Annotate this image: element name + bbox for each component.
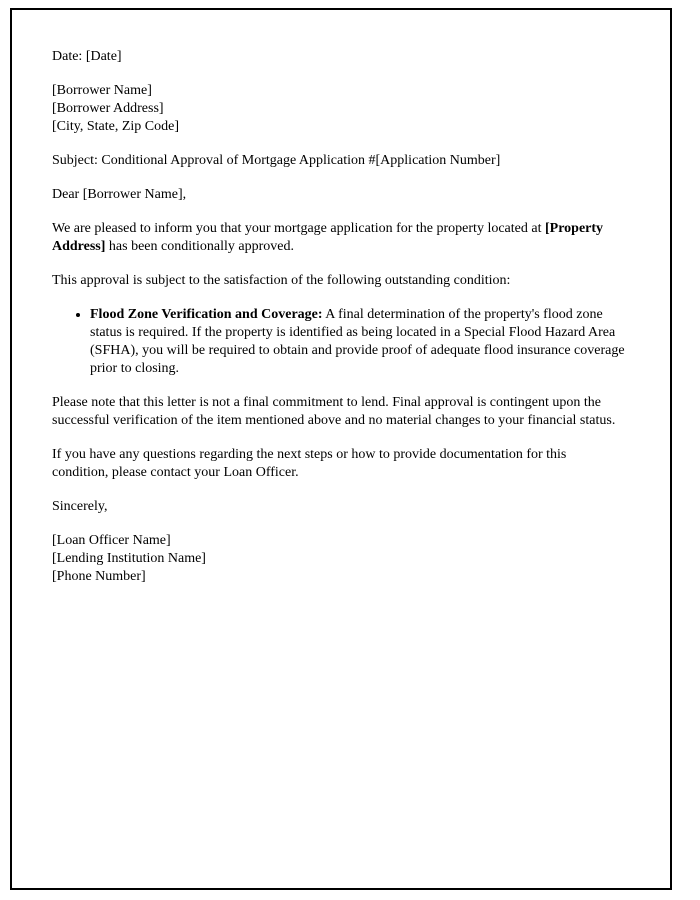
paragraph-condition-intro: This approval is subject to the satisfaction of the following outstanding condition:: [52, 273, 511, 288]
subject-line: Subject: Conditional Approval of Mortgage Application #[Application Number]: [52, 153, 501, 168]
approval-text-after: has been conditionally approved.: [105, 239, 294, 254]
conditions-list: [52, 306, 626, 378]
closing: Sincerely,: [52, 499, 108, 514]
condition-text: A final determination of the property's flood zone status is required. If the property is identified as being located in a Special Flood Hazard Area (SFHA), you will be required to obtain and provide proof of adequate flood insurance coverage prior to closing.: [90, 307, 625, 376]
paragraph-approval: [52, 220, 626, 256]
paragraph-disclaimer: Please note that this letter is not a final commitment to lend. Final approval is contingent upon the successful verification of the item mentioned above and no material changes to your financial status.: [52, 395, 616, 428]
borrower-city-state-zip-line: [City, State, Zip Code]: [52, 119, 180, 134]
borrower-address-line: [Borrower Address]: [52, 101, 164, 116]
lending-institution-line: [Lending Institution Name]: [52, 551, 206, 566]
paragraph-questions: If you have any questions regarding the next steps or how to provide documentation for this condition, please contact your Loan Officer.: [52, 447, 567, 480]
approval-text-before: We are pleased to inform you that your mortgage application for the property located at: [52, 221, 545, 236]
date-line: Date: [Date]: [52, 49, 122, 64]
recipient-address-block: [52, 82, 626, 136]
condition-item: [90, 306, 626, 378]
letter-page: [10, 8, 672, 890]
phone-number-line: [Phone Number]: [52, 569, 146, 584]
property-address-placeholder: [Property Address]: [52, 221, 604, 254]
signature-block: [52, 532, 626, 586]
condition-title: Flood Zone Verification and Coverage:: [90, 307, 323, 322]
loan-officer-name-line: [Loan Officer Name]: [52, 533, 171, 548]
salutation: Dear [Borrower Name],: [52, 187, 187, 202]
borrower-name-line: [Borrower Name]: [52, 83, 152, 98]
